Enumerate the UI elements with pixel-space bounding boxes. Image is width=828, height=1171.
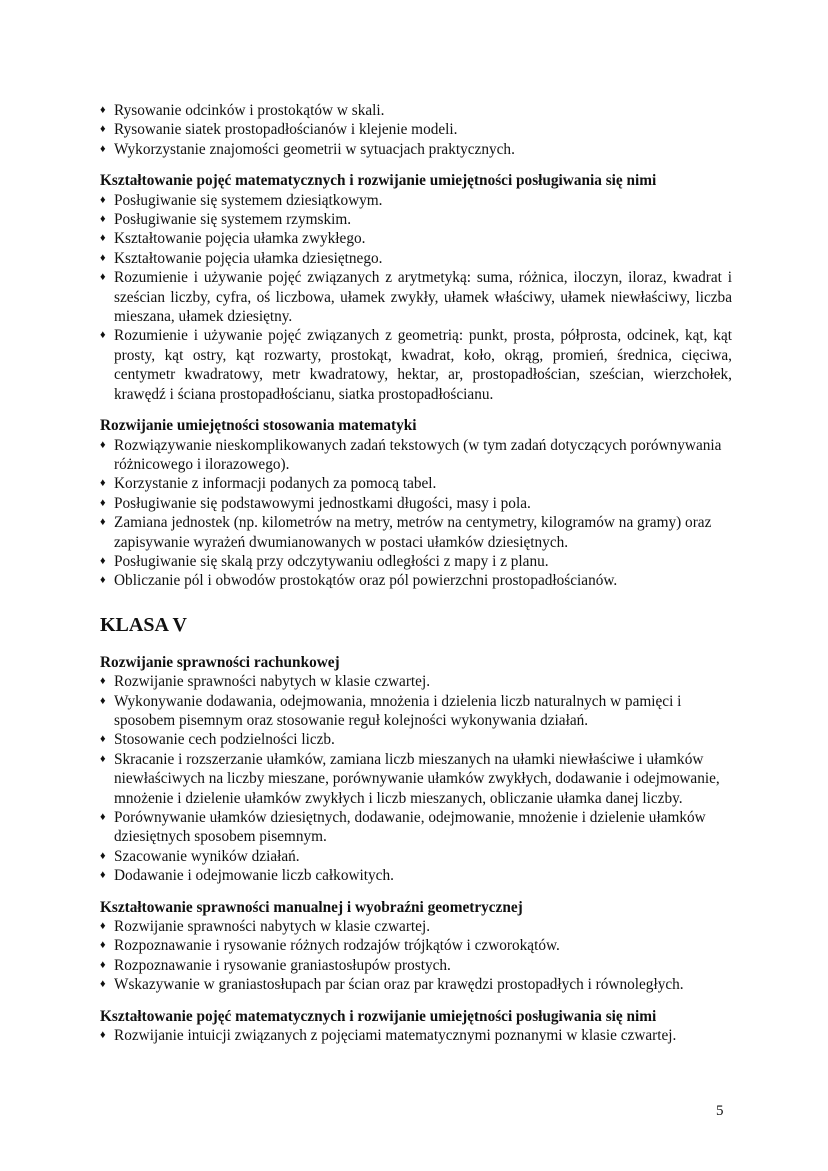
list-item: ♦ Rozpoznawanie i rysowanie różnych rodzajów trójkątów i czworokątów. — [100, 936, 732, 955]
section-calc-v — [100, 653, 732, 886]
document-page — [100, 101, 732, 1045]
list-item: ♦ Wykorzystanie znajomości geometrii w sytuacjach praktycznych. — [100, 140, 732, 159]
list-item: ♦ Szacowanie wyników działań. — [100, 847, 732, 866]
list-item: ♦ Posługiwanie się podstawowymi jednostkami długości, masy i pola. — [100, 494, 732, 513]
section-title: Kształtowanie pojęć matematycznych i rozwijanie umiejętności posługiwania się nimi — [100, 1007, 657, 1025]
section-application-iv — [100, 416, 732, 591]
list-item: ♦ Skracanie i rozszerzanie ułamków, zamiana liczb mieszanych na ułamki niewłaściwe i ułamków niewłaściwych na liczby mieszane, porównywanie ułamków zwykłych, dodawanie i odejmowanie, mnożenie i dzielenie ułamków zwykłych i liczb mieszanych, obliczanie ułamka danej liczby. — [100, 750, 732, 808]
list-item: ♦ Korzystanie z informacji podanych za pomocą tabel. — [100, 474, 732, 493]
list-item: ♦ Rozumienie i używanie pojęć związanych z geometrią: punkt, prosta, półprosta, odcinek, kąt, kąt prosty, kąt ostry, kąt rozwarty, prostokąt, kwadrat, koło, okrąg, promień, średnica, cięciwa, centymetr kwadratowy, metr kwadratowy, hektar, ar, prostopadłościan, sześcian, wierzchołek, krawędź i ściana prostopadłościanu, siatka prostopadłościanu. — [100, 326, 732, 404]
list-item: ♦ Rozpoznawanie i rysowanie graniastosłupów prostych. — [100, 956, 732, 975]
list-item: ♦ Posługiwanie się systemem dziesiątkowym. — [100, 191, 732, 210]
section-title: Rozwijanie sprawności rachunkowej — [100, 653, 340, 671]
page-number: 5 — [716, 1103, 724, 1119]
list-item: ♦ Posługiwanie się skalą przy odczytywaniu odległości z mapy i z planu. — [100, 552, 732, 571]
list-item: ♦ Posługiwanie się systemem rzymskim. — [100, 210, 732, 229]
list-item: ♦ Rysowanie siatek prostopadłościanów i klejenie modeli. — [100, 120, 732, 139]
list-item: ♦ Rozwiązywanie nieskomplikowanych zadań tekstowych (w tym zadań dotyczących porównywania różnicowego i ilorazowego). — [100, 436, 732, 475]
list-item: ♦ Wskazywanie w graniastosłupach par ścian oraz par krawędzi prostopadłych i równoległych. — [100, 975, 732, 994]
list-item: ♦ Kształtowanie pojęcia ułamka zwykłego. — [100, 229, 732, 248]
list-item: ♦ Obliczanie pól i obwodów prostokątów oraz pól powierzchni prostopadłościanów. — [100, 571, 732, 590]
list-item: ♦ Porównywanie ułamków dziesiętnych, dodawanie, odejmowanie, mnożenie i dzielenie ułamków dziesiętnych sposobem pisemnym. — [100, 808, 732, 847]
list-item: ♦ Stosowanie cech podzielności liczb. — [100, 730, 732, 749]
list-item: ♦ Rozumienie i używanie pojęć związanych z arytmetyką: suma, różnica, iloczyn, iloraz, kwadrat i sześcian liczby, cyfra, oś liczbowa, ułamek zwykły, ułamek właściwy, ułamek niewłaściwy, liczba mieszana, ułamek dziesiętny. — [100, 268, 732, 326]
section-concepts-v — [100, 1007, 732, 1046]
list-item: ♦ Rozwijanie sprawności nabytych w klasie czwartej. — [100, 672, 732, 691]
intro-list — [100, 101, 732, 159]
section-concepts-iv — [100, 171, 732, 404]
list-item: ♦ Rysowanie odcinków i prostokątów w skali. — [100, 101, 732, 120]
section-geometry-v — [100, 898, 732, 995]
section-title: Kształtowanie pojęć matematycznych i rozwijanie umiejętności posługiwania się nimi — [100, 172, 657, 190]
section-title: Rozwijanie umiejętności stosowania matematyki — [100, 417, 417, 435]
list-item: ♦ Zamiana jednostek (np. kilometrów na metry, metrów na centymetry, kilogramów na gramy) oraz zapisywanie wyrażeń dwumianowanych w postaci ułamków dziesiętnych. — [100, 513, 732, 552]
list-item: ♦ Rozwijanie sprawności nabytych w klasie czwartej. — [100, 917, 732, 936]
list-item: ♦ Wykonywanie dodawania, odejmowania, mnożenia i dzielenia liczb naturalnych w pamięci i sposobem pisemnym oraz stosowanie reguł kolejności wykonywania działań. — [100, 692, 732, 731]
list-item: ♦ Kształtowanie pojęcia ułamka dziesiętnego. — [100, 249, 732, 268]
section-title: Kształtowanie sprawności manualnej i wyobraźni geometrycznej — [100, 898, 523, 916]
list-item: ♦ Dodawanie i odejmowanie liczb całkowitych. — [100, 866, 732, 885]
grade-heading: KLASA V — [100, 613, 187, 636]
list-item: ♦ Rozwijanie intuicji związanych z pojęciami matematycznymi poznanymi w klasie czwartej. — [100, 1026, 732, 1045]
